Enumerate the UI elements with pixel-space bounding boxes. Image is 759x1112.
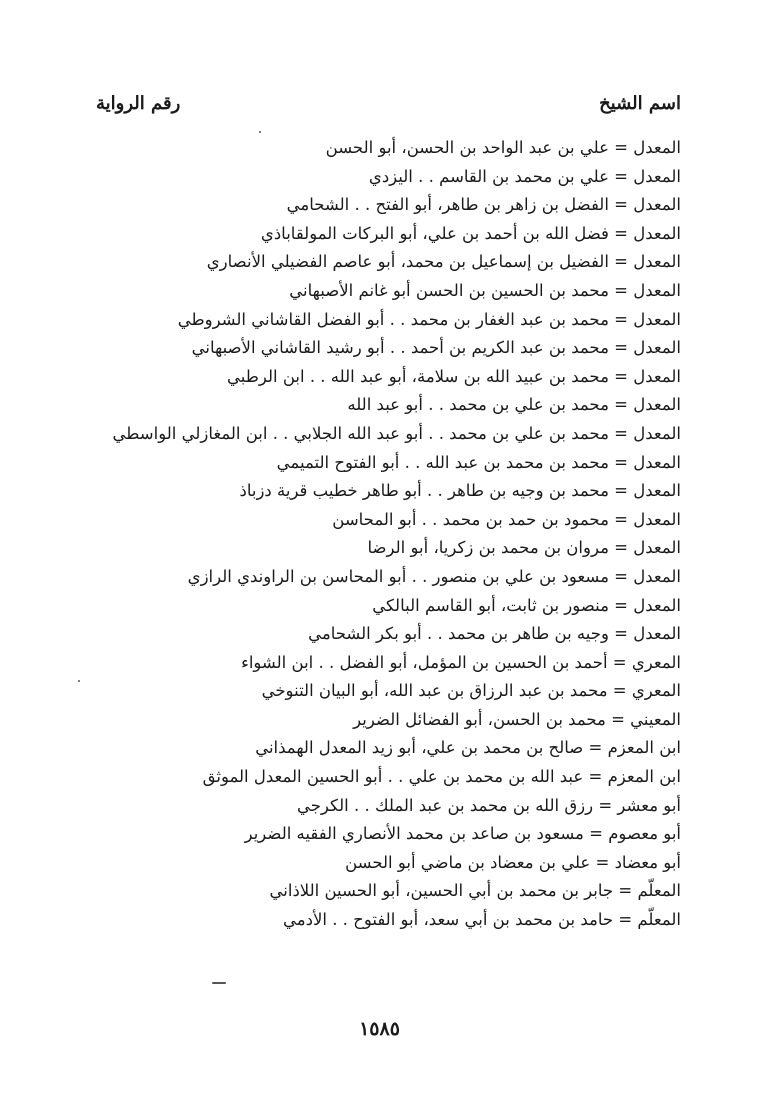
sheikh-name-heading: اسم الشيخ <box>599 92 681 114</box>
list-item: أبو معضاد = علي بن معضاد بن ماضي أبو الحسن <box>345 852 681 872</box>
list-item: المعدل = محمد بن عبد الكريم بن أحمد . . أبو رشيد القاشاني الأصبهاني <box>191 338 681 358</box>
list-item: المعدل = محمود بن حمد بن محمد . . أبو المحاسن <box>332 509 681 529</box>
list-item: المعدل = وجيه بن طاهر بن محمد . . أبو بكر الشحامي <box>308 624 681 644</box>
list-item: المعدل = منصور بن ثابت، أبو القاسم البالكي <box>372 595 681 615</box>
list-item: المعلّم = جابر بن محمد بن أبي الحسين، أبو الحسين اللاذاني <box>269 881 681 901</box>
list-item: المعري = أحمد بن الحسين بن المؤمل، أبو الفضل . . ابن الشواء <box>241 652 681 672</box>
list-item: المعدل = علي بن محمد بن القاسم . . اليزدي <box>368 166 681 186</box>
narration-number-heading: رقم الرواية <box>96 92 181 114</box>
list-item: المعدل = محمد بن علي بن محمد . . أبو عبد الله الجلابي . . ابن المغازلي الواسطي <box>112 423 681 443</box>
sheikh-entries-list <box>81 134 681 935</box>
list-item: المعدل = علي بن عبد الواحد بن الحسن، أبو الحسن <box>325 138 681 157</box>
scan-speck <box>212 982 226 984</box>
list-item: المعدل = محمد بن وجيه بن طاهر . . أبو طاهر خطيب قرية دزباذ <box>239 481 681 501</box>
list-item: ابن المعزم = صالح بن محمد بن علي، أبو زيد المعدل الهمذاني <box>255 738 681 758</box>
page-header <box>96 88 681 118</box>
list-item: المعلّم = حامد بن محمد بن أبي سعد، أبو الفتوح . . الأدمي <box>283 910 681 930</box>
scan-speck <box>259 131 261 133</box>
page-number: ١٥٨٥ <box>359 1018 400 1040</box>
list-item: المعري = محمد بن عبد الرزاق بن عبد الله، أبو البيان التنوخي <box>261 681 681 701</box>
list-item: أبو معشر = رزق الله بن محمد بن عبد الملك . . الكرجي <box>296 795 681 815</box>
list-item: المعدل = محمد بن محمد بن عبد الله . . أبو الفتوح التميمي <box>276 452 681 472</box>
list-item: المعدل = محمد بن عبيد الله بن سلامة، أبو عبد الله . . ابن الرطبي <box>227 366 681 386</box>
list-item: أبو معصوم = مسعود بن صاعد بن محمد الأنصاري الفقيه الضرير <box>244 824 681 844</box>
list-item: المعدل = محمد بن عبد الغفار بن محمد . . أبو الفضل القاشاني الشروطي <box>177 309 681 329</box>
list-item: المعدل = مروان بن محمد بن زكريا، أبو الرضا <box>367 538 681 558</box>
list-item: المعدل = محمد بن علي بن محمد . . أبو عبد الله <box>347 395 681 415</box>
list-item: المعدل = مسعود بن علي بن منصور . . أبو المحاسن بن الراوندي الرازي <box>187 566 681 586</box>
list-item: المعدل = الفضيل بن إسماعيل بن محمد، أبو عاصم الفضيلي الأنصاري <box>206 252 681 272</box>
scan-speck <box>78 680 80 682</box>
list-item: المعدل = فضل الله بن أحمد بن علي، أبو البركات المولقاباذي <box>260 223 681 243</box>
list-item: المعدل = الفضل بن زاهر بن طاهر، أبو الفتح . . الشحامي <box>286 195 681 215</box>
list-item: المعدل = محمد بن الحسين بن الحسن أبو غانم الأصبهاني <box>289 280 681 300</box>
list-item: ابن المعزم = عبد الله بن محمد بن علي . . أبو الحسين المعدل الموثق <box>202 767 681 787</box>
list-item: المعيني = محمد بن الحسن، أبو الفضائل الضرير <box>353 709 681 729</box>
